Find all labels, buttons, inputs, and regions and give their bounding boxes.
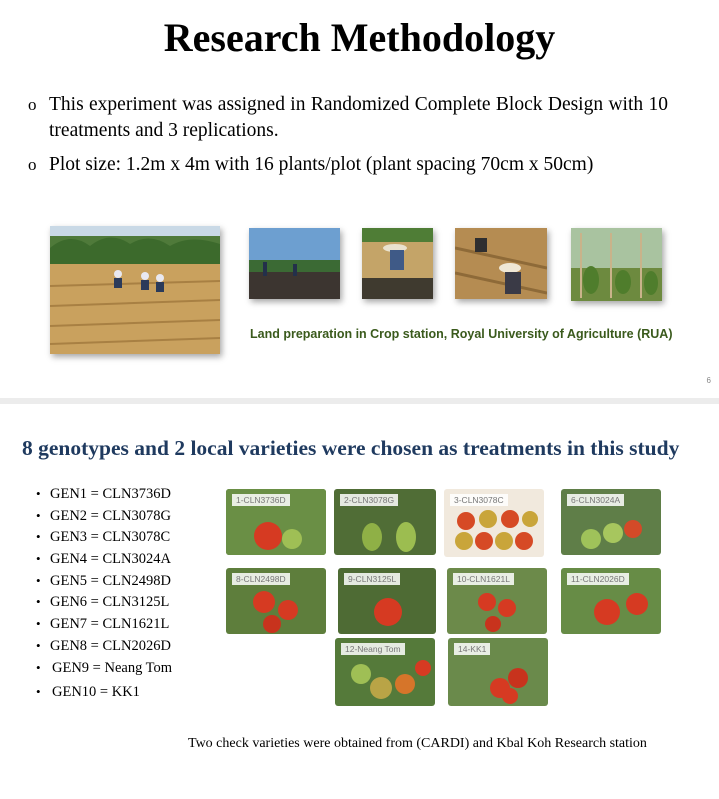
footer-note: Two check varieties were obtained from (CARDI) and Kbal Koh Research station xyxy=(188,736,647,751)
bullet-marker: • xyxy=(36,637,41,653)
photo-label: 14-KK1 xyxy=(454,643,490,655)
bullet-text: Plot size: 1.2m x 4m with 16 plants/plot (plant spacing 70cm x 50cm) xyxy=(49,154,594,175)
field-photo-4 xyxy=(455,228,547,299)
photo-label: 6-CLN3024A xyxy=(567,494,624,506)
bullet-marker: • xyxy=(36,551,41,567)
tomato-photo-gen7 xyxy=(447,568,547,634)
photo-label: 11-CLN2026D xyxy=(567,573,629,585)
bullet-marker: • xyxy=(36,616,41,632)
photo-label: 10-CLN1621L xyxy=(453,573,514,585)
tomato-photo-gen1 xyxy=(226,489,326,555)
photo-caption: Land preparation in Crop station, Royal University of Agriculture (RUA) xyxy=(250,327,673,341)
list-item xyxy=(36,508,172,530)
bullet-design xyxy=(28,92,668,144)
bullet-marker: • xyxy=(36,507,41,523)
bullet-marker: • xyxy=(36,684,41,700)
bullet-marker: • xyxy=(36,572,41,588)
field-photo-5 xyxy=(571,228,662,301)
photo-label: 2-CLN3078G xyxy=(340,494,398,506)
list-item xyxy=(36,616,172,638)
photo-label: 9-CLN3125L xyxy=(344,573,400,585)
list-item xyxy=(36,660,172,682)
bullet-plot-size xyxy=(28,152,668,178)
list-item xyxy=(36,594,172,616)
tomato-photo-gen5 xyxy=(226,568,326,634)
list-item xyxy=(36,573,172,595)
genotype-list xyxy=(36,486,172,706)
tomato-photo-gen9 xyxy=(335,638,435,706)
slide-research-methodology xyxy=(0,0,719,398)
tomato-photo-gen2 xyxy=(334,489,436,555)
slide-title: Research Methodology xyxy=(163,15,556,60)
list-item xyxy=(36,551,172,573)
slide-genotypes xyxy=(0,404,719,799)
photo-label: 3-CLN3078C xyxy=(450,494,508,506)
list-item xyxy=(36,684,172,706)
field-photo-3 xyxy=(362,228,433,299)
genotype-label: GEN1 = CLN3736D xyxy=(50,486,171,502)
field-photo-2 xyxy=(249,228,340,299)
tomato-photo-gen4 xyxy=(561,489,661,555)
genotype-label: GEN7 = CLN1621L xyxy=(50,616,170,633)
bullet-text: This experiment was assigned in Randomized Complete Block Design with 10 treatments and 3 replications. xyxy=(49,94,668,141)
photo-label: 8-CLN2498D xyxy=(232,573,290,585)
slide-title: 8 genotypes and 2 local varieties were chosen as treatments in this study xyxy=(22,436,680,460)
bullet-marker: o xyxy=(28,155,37,174)
genotype-label: GEN3 = CLN3078C xyxy=(50,529,171,546)
genotype-label: GEN6 = CLN3125L xyxy=(50,594,170,611)
tomato-photo-gen10 xyxy=(448,638,548,706)
genotype-label: GEN10 = KK1 xyxy=(52,684,140,701)
genotype-label: GEN4 = CLN3024A xyxy=(50,551,171,568)
bullet-marker: • xyxy=(36,486,41,501)
genotype-label: GEN5 = CLN2498D xyxy=(50,572,171,589)
photo-label: 12-Neang Tom xyxy=(341,643,405,655)
list-item xyxy=(36,638,172,660)
tomato-photo-gen8 xyxy=(561,568,661,634)
tomato-photo-gen3 xyxy=(444,489,544,557)
bullet-marker: o xyxy=(28,95,37,114)
genotype-label: GEN2 = CLN3078G xyxy=(50,507,171,524)
list-item xyxy=(36,486,172,508)
genotype-label: GEN8 = CLN2026D xyxy=(50,637,171,654)
field-photo-large xyxy=(50,226,220,354)
list-item xyxy=(36,529,172,551)
page-number: 6 xyxy=(706,376,711,385)
tomato-photo-gen6 xyxy=(338,568,436,634)
bullet-marker: • xyxy=(36,659,41,675)
photo-label: 1-CLN3736D xyxy=(232,494,290,506)
bullet-marker: • xyxy=(36,529,41,545)
bullet-marker: • xyxy=(36,594,41,610)
genotype-label: GEN9 = Neang Tom xyxy=(52,659,173,676)
